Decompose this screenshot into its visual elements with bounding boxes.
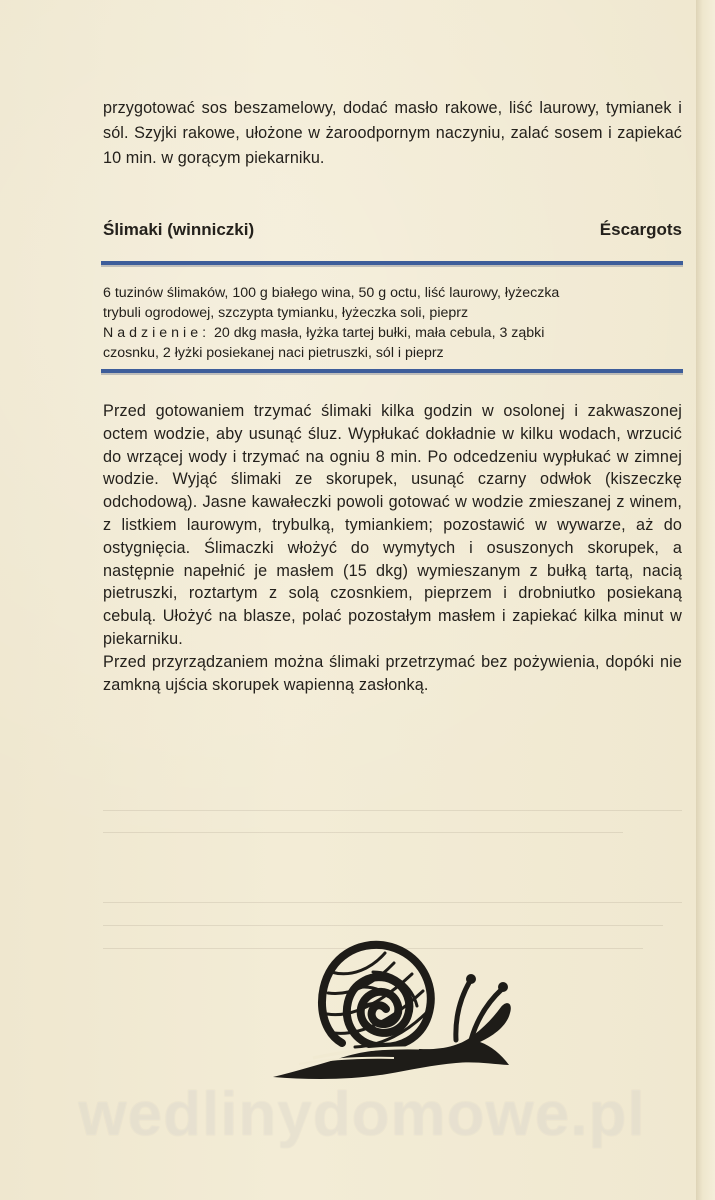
method-section	[103, 400, 682, 696]
show-through-line	[103, 832, 623, 833]
recipe-title: Ślimaki (winniczki)	[103, 220, 255, 239]
filling-line-2: czosnku, 2 łyżki posiekanej naci pietruszki, sól i pieprz	[103, 345, 444, 361]
ingredients-line-1: 6 tuzinów ślimaków, 100 g białego wina, 50 g octu, liść laurowy, łyżeczka	[103, 285, 560, 301]
ingredients-line-2: trybuli ogrodowej, szczypta tymianku, łyżeczka soli, pieprz	[103, 305, 469, 321]
page-edge	[696, 0, 715, 1200]
snail-illustration	[269, 938, 517, 1086]
show-through-line	[103, 902, 682, 903]
watermark: wedlinydomowe.pl	[78, 1080, 646, 1149]
snail-icon	[269, 938, 517, 1086]
intro-paragraph: przygotować sos beszamelowy, dodać masło rakowe, liść laurowy, tymianek i sól. Szyjki rakowe, ułożone w żaroodpornym naczyniu, zalać sosem i zapiekać 10 min. w gorącym piekarniku.	[103, 99, 682, 167]
filling-line-1	[103, 323, 682, 343]
bottom-divider	[101, 369, 683, 373]
method-paragraph-1: Przed gotowaniem trzymać ślimaki kilka godzin w osolonej i zakwaszonej octem wodzie, aby usunąć śluz. Wypłukać dokładnie w kilku wodach, wrzucić do wrzącej wody i trzymać na ogniu 8 min. Po odcedzeniu wypłukać w zimnej wodzie. Wyjąć ślimaki ze skorupek, usunąć czarny odwłok (kiszeczkę odchodową). Jasne kawałeczki powoli gotować w wodzie zmieszanej z winem, z listkiem laurowym, trybulką, tymiankiem; pozostawić w wywarze, aż do ostygnięcia. Ślimaczki włożyć do wymytych i osuszonych skorupek, a następnie napełnić je masłem (15 dkg) wymieszanym z bułką tartą, nacią pietruszki, roztartym z solą czosnkiem, pieprzem i drobniutko posiekaną cebulą. Ułożyć na blasze, polać pozostałym masłem i zapiekać kilka minut w piekarniku.	[103, 402, 682, 648]
recipe-foreign-title: Éscargots	[599, 220, 682, 239]
filling-label: Nadzienie:	[103, 325, 211, 341]
ingredients-block	[103, 283, 682, 363]
recipe-header	[103, 220, 682, 244]
show-through-line	[103, 925, 663, 926]
top-divider	[101, 261, 683, 265]
filling-text-1: 20 dkg masła, łyżka tartej bułki, mała cebula, 3 ząbki	[210, 325, 545, 341]
show-through-line	[103, 810, 682, 811]
method-paragraph-2: Przed przyrządzaniem można ślimaki przetrzymać bez pożywienia, dopóki nie zamkną ujścia skorupek wapienną zasłonką.	[103, 652, 682, 694]
